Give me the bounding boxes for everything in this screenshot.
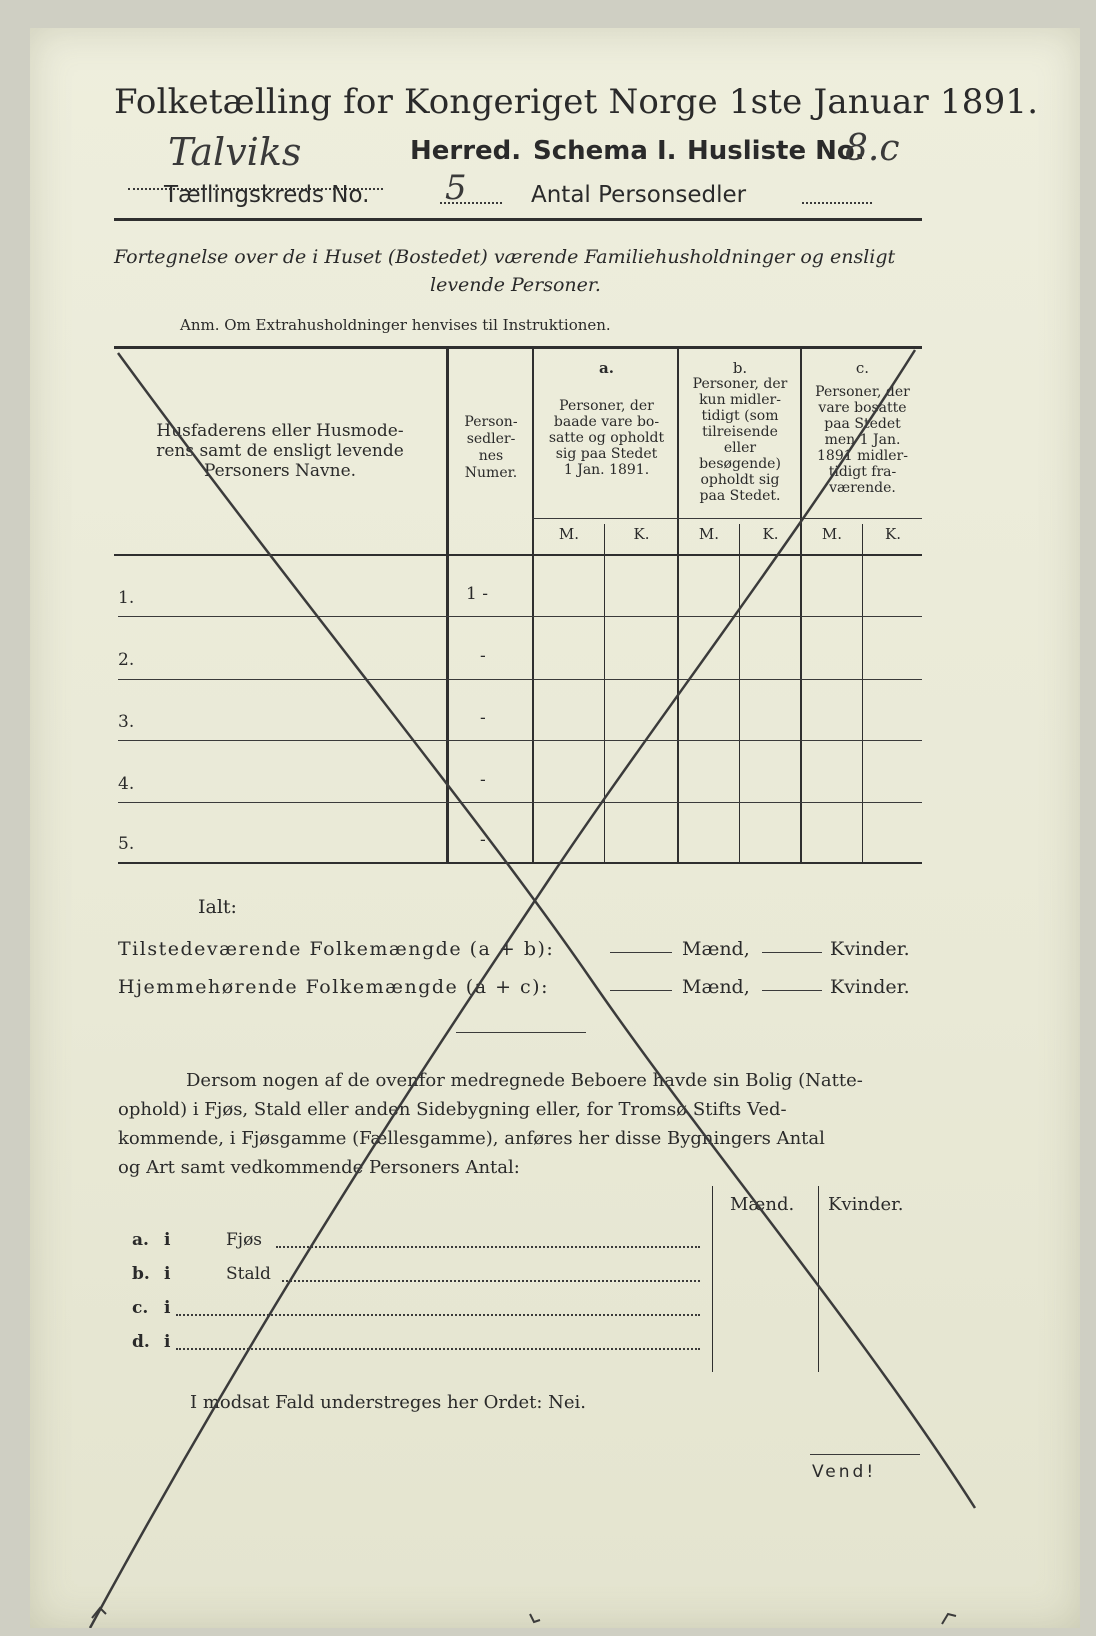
paragraph-line3: kommende, i Fjøsgamme (Fællesgamme), anføres her disse Bygningers Antal [118,1128,825,1149]
hjemme-maend: Mænd, [682,976,750,998]
subtitle-line2: levende Personer. [430,274,601,296]
col-header-num: Person- sedler- nes Numer. [464,414,518,481]
col-header-name: Husfaderens eller Husmode- rens samt de ensligt levende Personers Navne. [156,421,404,481]
col-c-m: M. [821,525,843,543]
building-d-letter: d. [132,1332,150,1352]
tilstede-maend: Mænd, [682,938,750,960]
row-5-label: 5. [118,834,135,854]
paragraph-line2: ophold) i Fjøs, Stald eller anden Sidebygning eller, for Tromsø Stifts Ved- [118,1099,787,1120]
col-c-k: K. [885,525,901,543]
col-b-k: K. [762,525,779,543]
row-1-label: 1. [118,588,135,608]
col-header-c-letter: c. [855,359,870,377]
building-d-i: i [164,1332,171,1352]
kreds-label: Tællingskreds No. [164,182,370,208]
herred-value: Talviks [168,130,302,174]
building-a-i: i [164,1230,171,1250]
kreds-value: 5 [445,168,467,208]
tilstede-kvinder: Kvinder. [830,938,910,960]
col-header-b-letter: b. [732,359,748,377]
annotation-note: Anm. Om Extrahusholdninger henvises til Instruktionen. [180,316,611,334]
col-b-m: M. [698,525,720,543]
subtitle-line1: Fortegnelse over de i Huset (Bostedet) værende Familiehusholdninger og ensligt [114,246,896,268]
row-2-label: 2. [118,650,135,670]
row-5-num: - [480,830,486,850]
building-a-letter: a. [132,1230,149,1250]
nei-line: I modsat Fald understreges her Ordet: Nei. [190,1392,587,1413]
col-header-a-letter: a. [599,359,614,377]
hjemme-label: Hjemmehørende Folkemængde (a + c): [118,976,549,998]
row-3-label: 3. [118,712,135,732]
tilstede-label: Tilstedeværende Folkemængde (a + b): [118,938,555,960]
census-form-paper [30,28,1080,1628]
col-a-k: K. [633,525,650,543]
ialt-label: Ialt: [198,896,237,918]
building-c-letter: c. [132,1298,149,1318]
edge-mark-mid [530,1614,540,1622]
vend-label: Vend! [812,1462,877,1482]
col-header-c: Personer, der vare bosatte paa Stedet men 1 Jan. 1891 midler- tidigt fra- værende. [815,384,910,496]
row-4-num: - [480,770,486,790]
paragraph-line1: Dersom nogen af de ovenfor medregnede Beboere havde sin Bolig (Natte- [186,1070,863,1091]
cross-out-strokes [30,28,1080,1628]
herred-label: Herred. [410,136,522,166]
row-4-label: 4. [118,774,135,794]
row-3-num: - [480,708,486,728]
row-2-num: - [480,646,486,666]
col-header-a: Personer, der baade vare bo- satte og opholdt sig paa Stedet 1 Jan. 1891. [548,398,665,478]
husliste-value: 8.c [845,128,900,169]
building-b-letter: b. [132,1264,150,1284]
cross-stroke-2 [90,350,915,1628]
building-b-label: Stald [226,1264,271,1284]
building-c-i: i [164,1298,171,1318]
form-title: Folketælling for Kongeriget Norge 1ste Januar 1891. [114,82,1039,122]
edge-mark-right [942,1614,956,1624]
paragraph-line4: og Art samt vedkommende Personers Antal: [118,1157,520,1178]
buildings-maend-col: Mænd. [730,1194,795,1215]
col-a-m: M. [558,525,580,543]
row-1-num: 1 - [466,584,488,604]
building-b-i: i [164,1264,171,1284]
antal-label: Antal Personsedler [531,182,747,208]
husliste-label: Husliste No. [687,136,865,166]
col-header-b: Personer, der kun midler- tidigt (som tilreisende eller besøgende) opholdt sig paa Stedet. [692,376,788,504]
hjemme-kvinder: Kvinder. [830,976,910,998]
cross-stroke-1 [118,353,975,1508]
schema-label: Schema I. [533,136,677,166]
building-a-label: Fjøs [226,1230,263,1250]
buildings-kvinder-col: Kvinder. [828,1194,904,1215]
